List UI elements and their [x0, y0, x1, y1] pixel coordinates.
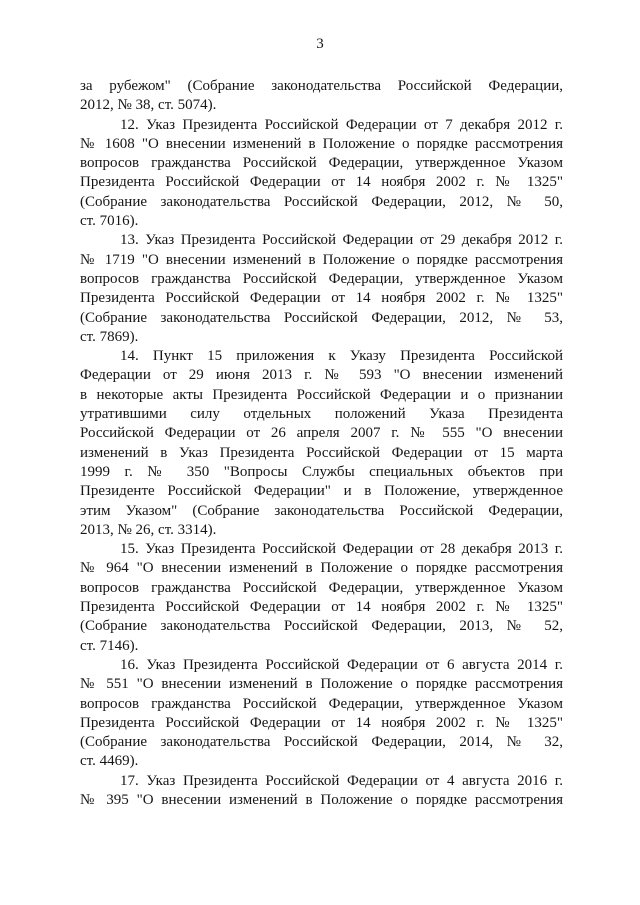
text-line: вопросов гражданства Российской Федерации, утвержденное Указом — [80, 270, 563, 287]
text-line: 1999 г. № 350 "Вопросы Службы специальных объектов при — [80, 463, 563, 480]
text-line: 13. Указ Президента Российской Федерации от 29 декабря 2012 г. — [120, 232, 563, 249]
list-item-12 — [80, 116, 563, 232]
text-line: ст. 7016). — [80, 213, 139, 230]
text-line: этим Указом" (Собрание законодательства Российской Федерации, — [80, 502, 563, 519]
text-line: (Собрание законодательства Российской Федерации, 2012, № 53, — [80, 309, 563, 326]
text-line: ст. 4469). — [80, 753, 139, 770]
text-line: ст. 7146). — [80, 637, 139, 654]
text-line: 16. Указ Президента Российской Федерации от 6 августа 2014 г. — [120, 656, 563, 673]
paragraph-continuation — [80, 77, 563, 116]
text-line: № 395 "О внесении изменений в Положение о порядке рассмотрения — [80, 791, 563, 808]
document-body — [80, 77, 563, 810]
text-line: Президенте Российской Федерации" и в Положение, утвержденное — [80, 483, 563, 500]
page-number: 3 — [316, 36, 324, 52]
text-line: Президента Российской Федерации от 14 ноября 2002 г. № 1325" — [80, 174, 563, 191]
text-line: 2013, № 26, ст. 3314). — [80, 521, 217, 538]
text-line: Президента Российской Федерации от 14 ноября 2002 г. № 1325" — [80, 290, 563, 307]
text-line: ст. 7869). — [80, 328, 139, 345]
text-line: Президента Российской Федерации от 14 ноября 2002 г. № 1325" — [80, 714, 563, 731]
text-line: в некоторые акты Президента Российской Федерации и о признании — [80, 386, 563, 403]
text-line: 17. Указ Президента Российской Федерации от 4 августа 2016 г. — [120, 772, 563, 789]
text-line: № 1608 "О внесении изменений в Положение о порядке рассмотрения — [80, 135, 563, 152]
text-line: 14. Пункт 15 приложения к Указу Президента Российской — [120, 348, 563, 365]
text-line: 15. Указ Президента Российской Федерации от 28 декабря 2013 г. — [120, 541, 563, 558]
text-line: Федерации от 29 июня 2013 г. № 593 "О внесении изменений — [80, 367, 563, 384]
list-item-16 — [80, 656, 563, 772]
text-line: № 551 "О внесении изменений в Положение о порядке рассмотрения — [80, 676, 563, 693]
text-line: № 1719 "О внесении изменений в Положение о порядке рассмотрения — [80, 251, 563, 268]
text-line: за рубежом" (Собрание законодательства Российской Федерации, — [80, 78, 563, 94]
text-line: вопросов гражданства Российской Федерации, утвержденное Указом — [80, 695, 563, 712]
text-line: изменений в Указ Президента Российской Федерации от 15 марта — [80, 444, 563, 461]
list-item-17 — [80, 772, 563, 811]
text-line: Российской Федерации от 26 апреля 2007 г. № 555 "О внесении — [80, 425, 563, 442]
text-line: 2012, № 38, ст. 5074). — [80, 97, 217, 114]
list-item-15 — [80, 540, 563, 656]
text-line: утратившими силу отдельных положений Указа Президента — [80, 406, 563, 423]
text-line: вопросов гражданства Российской Федерации, утвержденное Указом — [80, 155, 563, 172]
text-line: (Собрание законодательства Российской Федерации, 2013, № 52, — [80, 618, 563, 635]
text-line: (Собрание законодательства Российской Федерации, 2012, № 50, — [80, 193, 563, 210]
text-line: Президента Российской Федерации от 14 ноября 2002 г. № 1325" — [80, 599, 563, 616]
list-item-13 — [80, 231, 563, 347]
text-line: (Собрание законодательства Российской Федерации, 2014, № 32, — [80, 734, 563, 751]
text-line: вопросов гражданства Российской Федерации, утвержденное Указом — [80, 579, 563, 596]
list-item-14 — [80, 347, 563, 540]
text-line: 12. Указ Президента Российской Федерации от 7 декабря 2012 г. — [120, 116, 563, 133]
text-line: № 964 "О внесении изменений в Положение о порядке рассмотрения — [80, 560, 563, 577]
